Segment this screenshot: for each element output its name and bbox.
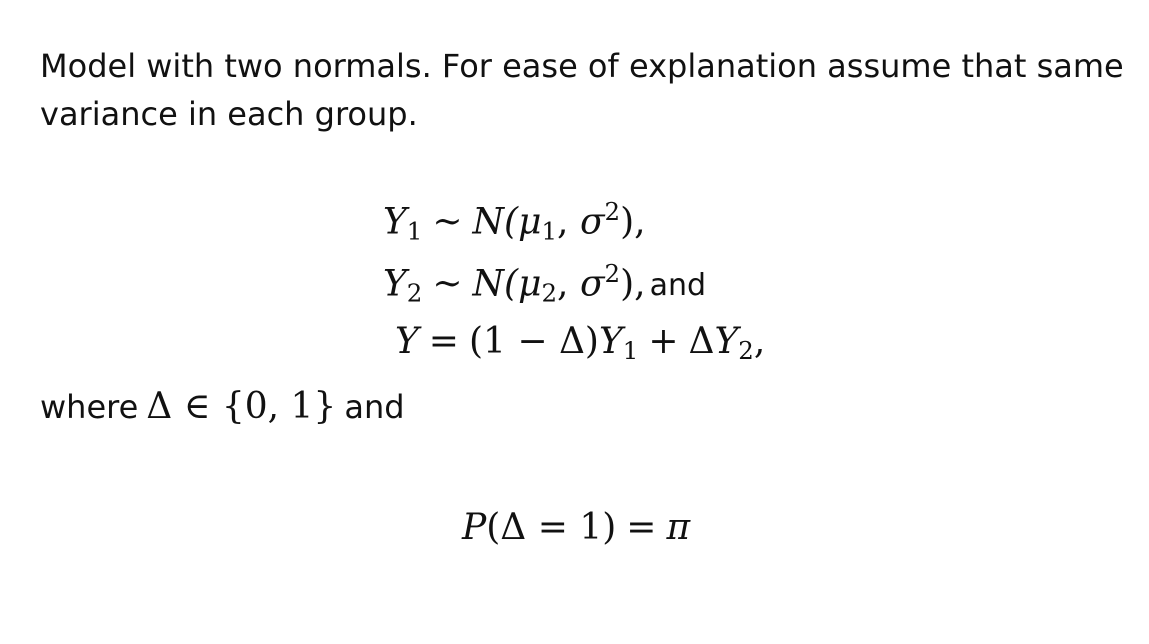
prob-equals: =: [626, 507, 657, 548]
probability-equation: [462, 507, 691, 548]
equation-mixture: [395, 321, 766, 366]
prob-pi: π: [666, 507, 691, 548]
intro-line-2: variance in each group.: [40, 95, 418, 133]
eq1-mu-sub: 1: [541, 216, 558, 246]
eq2-sigma: σ: [579, 263, 605, 305]
eq2-rel: ∼: [432, 263, 463, 305]
eq1-mu: μ: [518, 201, 542, 243]
prob-p: P: [462, 507, 487, 548]
eq3-y1-sub: 1: [622, 336, 639, 366]
where-suffix: and: [344, 388, 405, 426]
eq2-lhs-sub: 2: [406, 278, 423, 308]
where-line: [40, 388, 405, 426]
prob-inner: (Δ = 1): [486, 507, 617, 548]
eq2-and-text: and: [649, 268, 707, 304]
eq3-y1: Y: [598, 321, 623, 362]
eq3-equals: =: [428, 321, 459, 362]
eq1-sigma: σ: [579, 201, 605, 243]
equation-y2: [383, 259, 707, 308]
eq1-lhs-var: Y: [383, 201, 407, 243]
eq3-lhs: Y: [395, 321, 419, 362]
intro-line-1: Model with two normals. For ease of explanation assume that same: [40, 47, 1124, 85]
eq1-sigma-sup: 2: [604, 197, 621, 226]
eq3-part1: (1 − Δ): [468, 321, 599, 362]
eq3-end: ,: [753, 321, 766, 362]
equation-y1: [383, 197, 646, 246]
eq2-close: ),: [620, 263, 646, 305]
eq2-mu: μ: [518, 263, 542, 305]
eq2-lhs-var: Y: [383, 263, 407, 305]
intro-paragraph: [40, 42, 1124, 138]
eq3-delta: Δ: [688, 321, 715, 362]
eq1-lhs-sub: 1: [406, 216, 423, 246]
eq2-sigma-sup: 2: [604, 259, 621, 288]
eq3-plus: +: [648, 321, 679, 362]
eq1-sep: ,: [557, 201, 580, 243]
eq2-mu-sub: 2: [541, 278, 558, 308]
eq1-dist: N(: [472, 201, 519, 243]
eq1-close: ),: [620, 201, 646, 243]
eq2-dist: N(: [472, 263, 519, 305]
where-math: Δ ∈ {0, 1}: [146, 386, 337, 427]
eq3-y2-sub: 2: [738, 336, 754, 366]
eq2-sep: ,: [557, 263, 580, 305]
eq3-y2: Y: [714, 321, 739, 362]
where-prefix: where: [40, 388, 139, 426]
eq1-rel: ∼: [432, 201, 463, 243]
